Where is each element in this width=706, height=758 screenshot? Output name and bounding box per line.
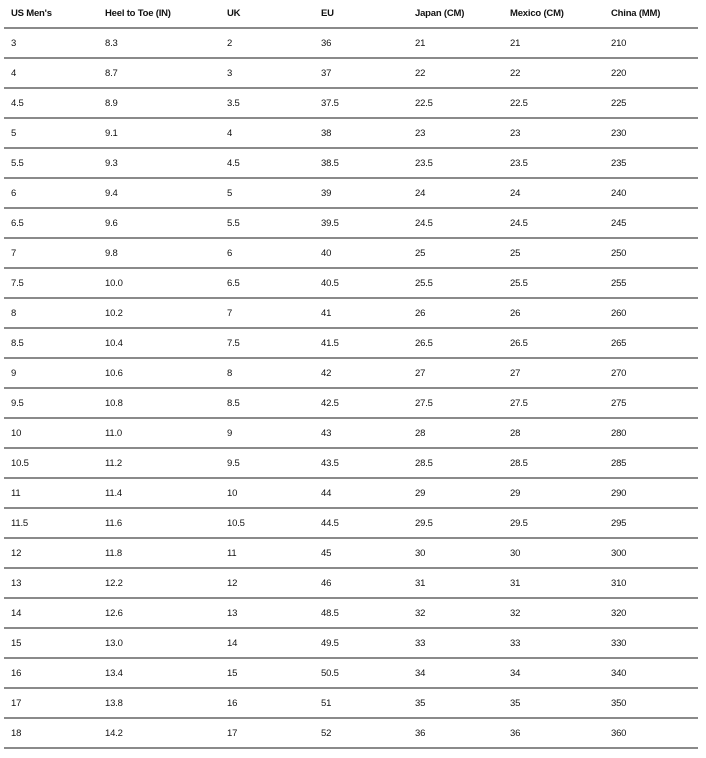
cell-eu: 46 xyxy=(314,568,408,598)
cell-japan-cm: 24.5 xyxy=(408,208,503,238)
cell-uk: 7 xyxy=(220,298,314,328)
cell-mexico-cm: 28 xyxy=(503,418,604,448)
cell-uk: 12 xyxy=(220,568,314,598)
cell-japan-cm: 33 xyxy=(408,628,503,658)
cell-mexico-cm: 29.5 xyxy=(503,508,604,538)
cell-eu: 48.5 xyxy=(314,598,408,628)
cell-us-mens: 9.5 xyxy=(4,388,98,418)
cell-heel-to-toe-in: 11.4 xyxy=(98,478,220,508)
table-row xyxy=(4,178,698,208)
table-row xyxy=(4,418,698,448)
cell-eu: 49.5 xyxy=(314,628,408,658)
cell-heel-to-toe-in: 10.8 xyxy=(98,388,220,418)
table-row xyxy=(4,328,698,358)
table-row xyxy=(4,148,698,178)
cell-mexico-cm: 25 xyxy=(503,238,604,268)
table-row xyxy=(4,718,698,748)
cell-uk: 3.5 xyxy=(220,88,314,118)
cell-heel-to-toe-in: 14.2 xyxy=(98,718,220,748)
cell-mexico-cm: 32 xyxy=(503,598,604,628)
cell-us-mens: 9 xyxy=(4,358,98,388)
cell-uk: 8 xyxy=(220,358,314,388)
cell-mexico-cm: 22 xyxy=(503,58,604,88)
cell-japan-cm: 31 xyxy=(408,568,503,598)
cell-china-mm: 270 xyxy=(604,358,698,388)
cell-us-mens: 10.5 xyxy=(4,448,98,478)
cell-uk: 9 xyxy=(220,418,314,448)
cell-china-mm: 240 xyxy=(604,178,698,208)
cell-uk: 10 xyxy=(220,478,314,508)
cell-heel-to-toe-in: 13.0 xyxy=(98,628,220,658)
cell-japan-cm: 26.5 xyxy=(408,328,503,358)
cell-china-mm: 310 xyxy=(604,568,698,598)
cell-mexico-cm: 27.5 xyxy=(503,388,604,418)
cell-us-mens: 7.5 xyxy=(4,268,98,298)
cell-japan-cm: 34 xyxy=(408,658,503,688)
cell-japan-cm: 35 xyxy=(408,688,503,718)
cell-heel-to-toe-in: 9.3 xyxy=(98,148,220,178)
cell-heel-to-toe-in: 8.7 xyxy=(98,58,220,88)
cell-mexico-cm: 22.5 xyxy=(503,88,604,118)
cell-japan-cm: 27.5 xyxy=(408,388,503,418)
cell-heel-to-toe-in: 13.8 xyxy=(98,688,220,718)
cell-us-mens: 5 xyxy=(4,118,98,148)
cell-china-mm: 330 xyxy=(604,628,698,658)
cell-uk: 17 xyxy=(220,718,314,748)
cell-mexico-cm: 31 xyxy=(503,568,604,598)
cell-uk: 14 xyxy=(220,628,314,658)
cell-eu: 44.5 xyxy=(314,508,408,538)
cell-heel-to-toe-in: 13.4 xyxy=(98,658,220,688)
cell-heel-to-toe-in: 12.2 xyxy=(98,568,220,598)
column-header-heel-to-toe-in: Heel to Toe (IN) xyxy=(98,0,220,28)
header-row xyxy=(4,0,698,28)
cell-eu: 36 xyxy=(314,28,408,58)
table-row xyxy=(4,478,698,508)
table-row xyxy=(4,598,698,628)
table-row xyxy=(4,508,698,538)
cell-heel-to-toe-in: 12.6 xyxy=(98,598,220,628)
cell-eu: 52 xyxy=(314,718,408,748)
cell-eu: 45 xyxy=(314,538,408,568)
table-row xyxy=(4,208,698,238)
cell-heel-to-toe-in: 11.8 xyxy=(98,538,220,568)
cell-heel-to-toe-in: 10.6 xyxy=(98,358,220,388)
cell-japan-cm: 21 xyxy=(408,28,503,58)
cell-mexico-cm: 25.5 xyxy=(503,268,604,298)
column-header-china-mm: China (MM) xyxy=(604,0,698,28)
cell-china-mm: 285 xyxy=(604,448,698,478)
cell-china-mm: 255 xyxy=(604,268,698,298)
cell-japan-cm: 32 xyxy=(408,598,503,628)
cell-eu: 37 xyxy=(314,58,408,88)
table-row xyxy=(4,388,698,418)
column-header-mexico-cm: Mexico (CM) xyxy=(503,0,604,28)
cell-china-mm: 300 xyxy=(604,538,698,568)
cell-us-mens: 8 xyxy=(4,298,98,328)
cell-mexico-cm: 30 xyxy=(503,538,604,568)
cell-us-mens: 3 xyxy=(4,28,98,58)
cell-eu: 39 xyxy=(314,178,408,208)
cell-japan-cm: 25 xyxy=(408,238,503,268)
cell-china-mm: 295 xyxy=(604,508,698,538)
cell-eu: 44 xyxy=(314,478,408,508)
cell-china-mm: 350 xyxy=(604,688,698,718)
cell-us-mens: 18 xyxy=(4,718,98,748)
cell-china-mm: 340 xyxy=(604,658,698,688)
cell-japan-cm: 24 xyxy=(408,178,503,208)
cell-eu: 40 xyxy=(314,238,408,268)
cell-eu: 43.5 xyxy=(314,448,408,478)
cell-us-mens: 12 xyxy=(4,538,98,568)
cell-mexico-cm: 26 xyxy=(503,298,604,328)
cell-mexico-cm: 28.5 xyxy=(503,448,604,478)
cell-uk: 13 xyxy=(220,598,314,628)
table-row xyxy=(4,28,698,58)
column-header-eu: EU xyxy=(314,0,408,28)
cell-us-mens: 11.5 xyxy=(4,508,98,538)
cell-eu: 37.5 xyxy=(314,88,408,118)
cell-japan-cm: 28.5 xyxy=(408,448,503,478)
cell-heel-to-toe-in: 10.4 xyxy=(98,328,220,358)
cell-china-mm: 280 xyxy=(604,418,698,448)
cell-eu: 50.5 xyxy=(314,658,408,688)
cell-uk: 4 xyxy=(220,118,314,148)
cell-heel-to-toe-in: 11.6 xyxy=(98,508,220,538)
column-header-us-mens: US Men's xyxy=(4,0,98,28)
cell-us-mens: 13 xyxy=(4,568,98,598)
table-row xyxy=(4,268,698,298)
cell-us-mens: 4 xyxy=(4,58,98,88)
cell-japan-cm: 27 xyxy=(408,358,503,388)
cell-eu: 38 xyxy=(314,118,408,148)
cell-uk: 4.5 xyxy=(220,148,314,178)
cell-mexico-cm: 23.5 xyxy=(503,148,604,178)
cell-uk: 16 xyxy=(220,688,314,718)
cell-uk: 15 xyxy=(220,658,314,688)
table-row xyxy=(4,448,698,478)
cell-mexico-cm: 26.5 xyxy=(503,328,604,358)
cell-china-mm: 320 xyxy=(604,598,698,628)
cell-uk: 5.5 xyxy=(220,208,314,238)
cell-japan-cm: 29.5 xyxy=(408,508,503,538)
cell-mexico-cm: 23 xyxy=(503,118,604,148)
cell-us-mens: 7 xyxy=(4,238,98,268)
cell-japan-cm: 26 xyxy=(408,298,503,328)
cell-heel-to-toe-in: 10.2 xyxy=(98,298,220,328)
cell-japan-cm: 36 xyxy=(408,718,503,748)
table-row xyxy=(4,238,698,268)
cell-uk: 10.5 xyxy=(220,508,314,538)
cell-us-mens: 10 xyxy=(4,418,98,448)
cell-eu: 42 xyxy=(314,358,408,388)
table-row xyxy=(4,688,698,718)
cell-mexico-cm: 24 xyxy=(503,178,604,208)
cell-china-mm: 290 xyxy=(604,478,698,508)
cell-mexico-cm: 29 xyxy=(503,478,604,508)
cell-china-mm: 225 xyxy=(604,88,698,118)
table-row xyxy=(4,58,698,88)
cell-eu: 40.5 xyxy=(314,268,408,298)
cell-us-mens: 5.5 xyxy=(4,148,98,178)
cell-heel-to-toe-in: 9.6 xyxy=(98,208,220,238)
cell-uk: 6 xyxy=(220,238,314,268)
cell-us-mens: 17 xyxy=(4,688,98,718)
table-row xyxy=(4,88,698,118)
table-row xyxy=(4,628,698,658)
cell-uk: 6.5 xyxy=(220,268,314,298)
cell-japan-cm: 28 xyxy=(408,418,503,448)
cell-us-mens: 11 xyxy=(4,478,98,508)
cell-heel-to-toe-in: 11.2 xyxy=(98,448,220,478)
cell-us-mens: 15 xyxy=(4,628,98,658)
cell-japan-cm: 23 xyxy=(408,118,503,148)
cell-us-mens: 6 xyxy=(4,178,98,208)
cell-mexico-cm: 36 xyxy=(503,718,604,748)
cell-us-mens: 14 xyxy=(4,598,98,628)
cell-china-mm: 250 xyxy=(604,238,698,268)
cell-china-mm: 260 xyxy=(604,298,698,328)
cell-eu: 41.5 xyxy=(314,328,408,358)
table-row xyxy=(4,118,698,148)
cell-eu: 39.5 xyxy=(314,208,408,238)
cell-japan-cm: 22 xyxy=(408,58,503,88)
cell-heel-to-toe-in: 9.4 xyxy=(98,178,220,208)
cell-us-mens: 8.5 xyxy=(4,328,98,358)
cell-uk: 11 xyxy=(220,538,314,568)
cell-us-mens: 16 xyxy=(4,658,98,688)
cell-china-mm: 245 xyxy=(604,208,698,238)
cell-japan-cm: 23.5 xyxy=(408,148,503,178)
table-row xyxy=(4,658,698,688)
cell-japan-cm: 22.5 xyxy=(408,88,503,118)
cell-heel-to-toe-in: 11.0 xyxy=(98,418,220,448)
cell-heel-to-toe-in: 8.3 xyxy=(98,28,220,58)
cell-mexico-cm: 21 xyxy=(503,28,604,58)
cell-us-mens: 6.5 xyxy=(4,208,98,238)
table-row xyxy=(4,298,698,328)
cell-uk: 5 xyxy=(220,178,314,208)
cell-eu: 41 xyxy=(314,298,408,328)
cell-mexico-cm: 34 xyxy=(503,658,604,688)
cell-china-mm: 210 xyxy=(604,28,698,58)
cell-china-mm: 235 xyxy=(604,148,698,178)
table-row xyxy=(4,568,698,598)
cell-japan-cm: 30 xyxy=(408,538,503,568)
cell-mexico-cm: 35 xyxy=(503,688,604,718)
cell-china-mm: 230 xyxy=(604,118,698,148)
cell-japan-cm: 29 xyxy=(408,478,503,508)
cell-china-mm: 275 xyxy=(604,388,698,418)
column-header-japan-cm: Japan (CM) xyxy=(408,0,503,28)
cell-japan-cm: 25.5 xyxy=(408,268,503,298)
table-body xyxy=(4,28,698,748)
cell-eu: 43 xyxy=(314,418,408,448)
cell-mexico-cm: 24.5 xyxy=(503,208,604,238)
cell-heel-to-toe-in: 9.1 xyxy=(98,118,220,148)
cell-heel-to-toe-in: 9.8 xyxy=(98,238,220,268)
cell-mexico-cm: 33 xyxy=(503,628,604,658)
cell-heel-to-toe-in: 10.0 xyxy=(98,268,220,298)
table-header xyxy=(4,0,698,28)
cell-uk: 2 xyxy=(220,28,314,58)
cell-uk: 9.5 xyxy=(220,448,314,478)
cell-us-mens: 4.5 xyxy=(4,88,98,118)
cell-heel-to-toe-in: 8.9 xyxy=(98,88,220,118)
cell-uk: 7.5 xyxy=(220,328,314,358)
cell-china-mm: 220 xyxy=(604,58,698,88)
cell-uk: 3 xyxy=(220,58,314,88)
cell-china-mm: 265 xyxy=(604,328,698,358)
table-row xyxy=(4,538,698,568)
cell-eu: 51 xyxy=(314,688,408,718)
size-chart-table xyxy=(4,0,698,749)
cell-mexico-cm: 27 xyxy=(503,358,604,388)
cell-eu: 42.5 xyxy=(314,388,408,418)
column-header-uk: UK xyxy=(220,0,314,28)
cell-china-mm: 360 xyxy=(604,718,698,748)
table-row xyxy=(4,358,698,388)
cell-eu: 38.5 xyxy=(314,148,408,178)
cell-uk: 8.5 xyxy=(220,388,314,418)
